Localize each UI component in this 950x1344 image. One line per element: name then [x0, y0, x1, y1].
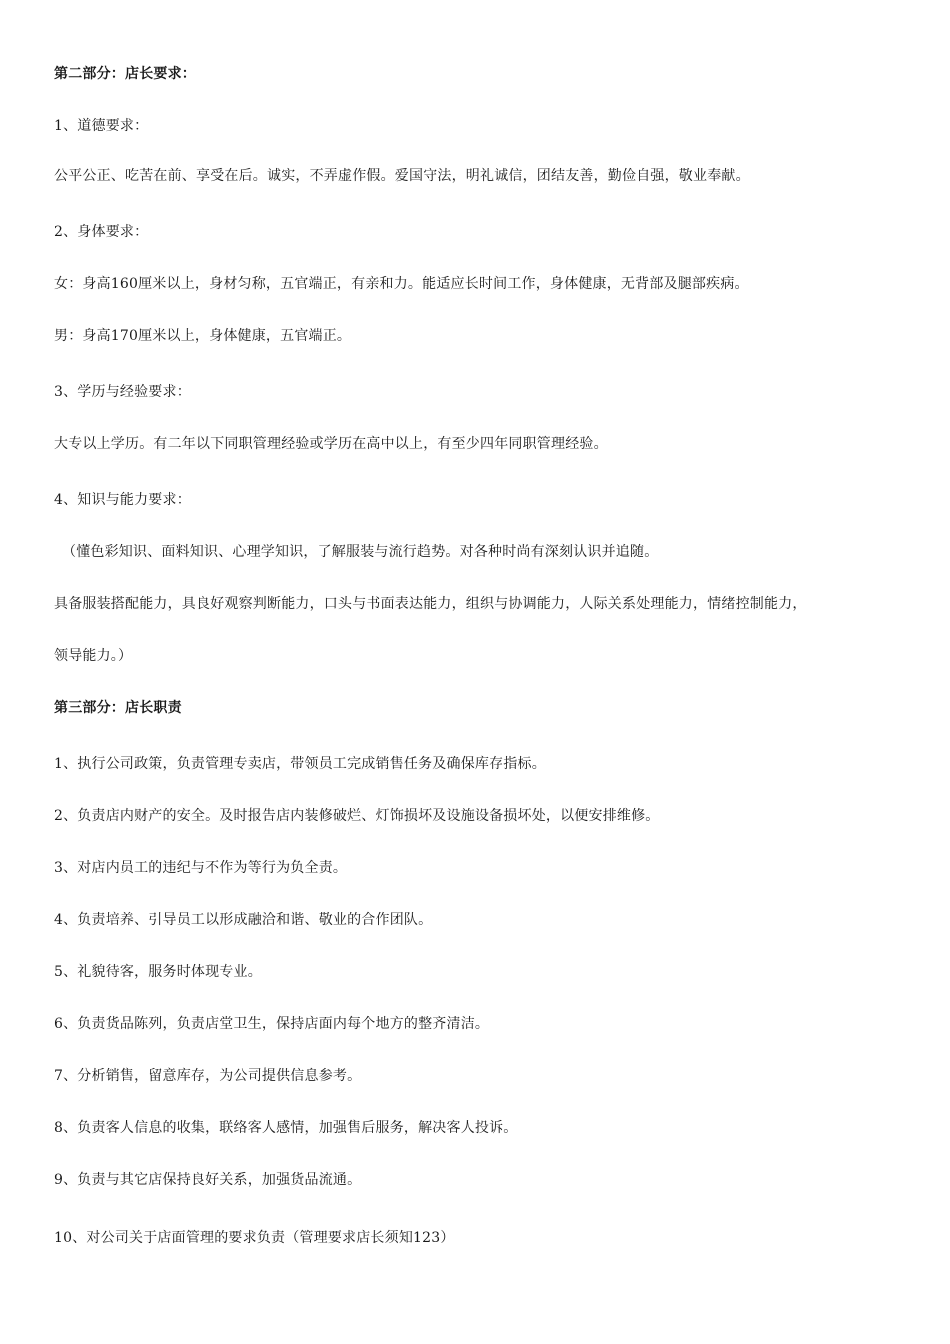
education-requirement-title: 3、学历与经验要求：: [54, 384, 191, 400]
ability-requirement-text-1: （懂色彩知识、面料知识、心理学知识，了解服装与流行趋势。对各种时尚有深刻认识并追随。: [62, 544, 659, 560]
ability-requirement-text-2: 具备服装搭配能力，具良好观察判断能力，口头与书面表达能力，组织与协调能力，人际关系处理能力，情绪控制能力，: [54, 596, 807, 612]
duty-item: 4、负责培养、引导员工以形成融洽和谐、敬业的合作团队。: [54, 912, 433, 928]
moral-requirement-title: 1、道德要求：: [54, 118, 149, 134]
ability-requirement-text-3: 领导能力。）: [54, 648, 133, 664]
duty-item: 10、对公司关于店面管理的要求负责（管理要求店长须知123）: [54, 1230, 455, 1246]
education-requirement-text: 大专以上学历。有二年以下同职管理经验或学历在高中以上，有至少四年同职管理经验。: [54, 436, 608, 452]
duty-item: 3、对店内员工的违纪与不作为等行为负全责。: [54, 860, 348, 876]
duty-item: 8、负责客人信息的收集，联络客人感情，加强售后服务，解决客人投诉。: [54, 1120, 518, 1136]
ability-requirement-title: 4、知识与能力要求：: [54, 492, 191, 508]
duty-item: 7、分析销售，留意库存，为公司提供信息参考。: [54, 1068, 362, 1084]
duty-item: 9、负责与其它店保持良好关系，加强货品流通。: [54, 1172, 362, 1188]
section2-heading: 第二部分：店长要求：: [54, 66, 196, 82]
duty-item: 1、执行公司政策，负责管理专卖店，带领员工完成销售任务及确保库存指标。: [54, 756, 546, 772]
duty-item: 2、负责店内财产的安全。及时报告店内装修破烂、灯饰损坏及设施设备损坏处，以便安排维修。: [54, 808, 660, 824]
physical-requirement-male: 男：身高170厘米以上，身体健康，五官端正。: [54, 328, 352, 344]
duty-item: 6、负责货品陈列，负责店堂卫生，保持店面内每个地方的整齐清洁。: [54, 1016, 490, 1032]
section3-heading: 第三部分：店长职责: [54, 700, 182, 716]
moral-requirement-text: 公平公正、吃苦在前、享受在后。诚实，不弄虚作假。爱国守法，明礼诚信，团结友善，勤俭自强，敬业奉献。: [54, 168, 750, 184]
physical-requirement-female: 女：身高160厘米以上，身材匀称，五官端正，有亲和力。能适应长时间工作，身体健康，无背部及腿部疾病。: [54, 276, 749, 292]
physical-requirement-title: 2、身体要求：: [54, 224, 149, 240]
duty-item: 5、礼貌待客，服务时体现专业。: [54, 964, 262, 980]
